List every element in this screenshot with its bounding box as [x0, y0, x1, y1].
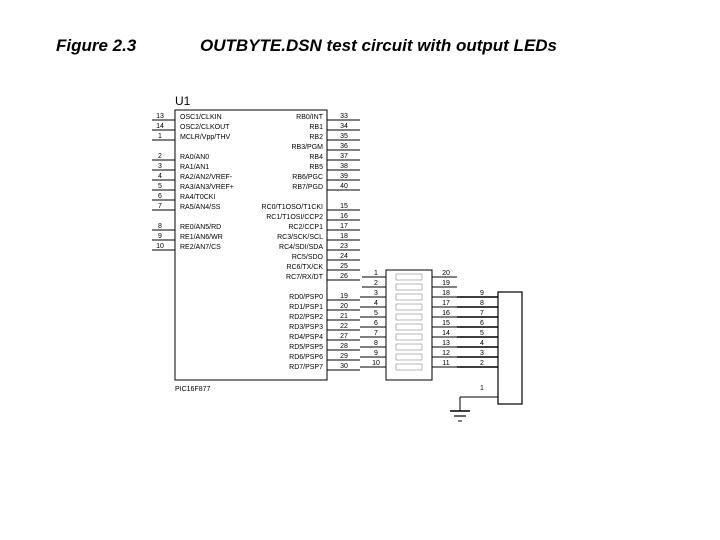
led-left-pin-number: 3	[374, 290, 378, 297]
resistor-pack-pin-number: 5	[480, 330, 484, 337]
resistor-pack-pin-number: 8	[480, 300, 484, 307]
chip-right-pin-name: RD2/PSP2	[289, 314, 323, 321]
resistor-pack-pin-number: 2	[480, 360, 484, 367]
chip-left-pin-name: RE0/AN5/RD	[180, 224, 222, 231]
led-segment	[396, 364, 422, 370]
chip-right-pin-number: 37	[340, 153, 348, 160]
led-left-pin-number: 6	[374, 320, 378, 327]
chip-right-pin-name: RD6/PSP6	[289, 354, 323, 361]
chip-right-pin-number: 27	[340, 333, 348, 340]
led-left-pin-number: 5	[374, 310, 378, 317]
chip-left-pin-number: 4	[158, 173, 162, 180]
chip-right-pin-number: 40	[340, 183, 348, 190]
led-right-pin-number: 19	[442, 280, 450, 287]
chip-left-pin-name: RA2/AN2/VREF-	[180, 174, 233, 181]
chip-right-pin-name: RC3/SCK/SCL	[277, 234, 323, 241]
chip-right-pin-number: 23	[340, 243, 348, 250]
chip-ref-label: U1	[175, 94, 191, 108]
led-right-pin-number: 15	[442, 320, 450, 327]
chip-left-pin-name: RA3/AN3/VREF+	[180, 184, 234, 191]
chip-right-pin-name: RB0/INT	[296, 114, 323, 121]
chip-right-pin-number: 22	[340, 323, 348, 330]
chip-left-pin-number: 13	[156, 113, 164, 120]
chip-left-pin-name: MCLR/Vpp/THV	[180, 134, 231, 141]
led-right-pin-number: 11	[442, 360, 450, 367]
led-segment	[396, 334, 422, 340]
chip-left-pin-number: 9	[158, 233, 162, 240]
chip-right-pin-name: RB4	[309, 154, 323, 161]
led-segment	[396, 354, 422, 360]
chip-right-pin-number: 16	[340, 213, 348, 220]
chip-right-pin-name: RC6/TX/CK	[286, 264, 323, 271]
figure-caption: OUTBYTE.DSN test circuit with output LEDs	[200, 36, 558, 55]
chip-right-pin-number: 20	[340, 303, 348, 310]
chip-right-pin-number: 25	[340, 263, 348, 270]
chip-left-pin-number: 8	[158, 223, 162, 230]
led-left-pin-number: 9	[374, 350, 378, 357]
chip-right-pin-number: 18	[340, 233, 348, 240]
chip-right-pin-name: RD3/PSP3	[289, 324, 323, 331]
chip-left-pin-name: RA5/AN4/SS	[180, 204, 221, 211]
led-left-pin-number: 8	[374, 340, 378, 347]
chip-right-pin-name: RD5/PSP5	[289, 344, 323, 351]
chip-left-pin-number: 14	[156, 123, 164, 130]
chip-part-label: PIC16F877	[175, 386, 211, 393]
chip-left-pin-number: 10	[156, 243, 164, 250]
led-segment	[396, 284, 422, 290]
led-segment	[396, 294, 422, 300]
resistor-pack-body	[498, 292, 522, 404]
chip-right-pin-number: 38	[340, 163, 348, 170]
resistor-pack-pin-number: 3	[480, 350, 484, 357]
chip-right-pin-name: RD7/PSP7	[289, 364, 323, 371]
chip-left-pin-name: RE2/AN7/CS	[180, 244, 221, 251]
led-segment	[396, 314, 422, 320]
chip-right-pin-name: RC0/T1OSO/T1CKI	[261, 204, 323, 211]
chip-right-pin-number: 39	[340, 173, 348, 180]
chip-left-pin-number: 2	[158, 153, 162, 160]
chip-right-pin-number: 28	[340, 343, 348, 350]
led-right-pin-number: 12	[442, 350, 450, 357]
chip-right-pin-name: RC1/T1OSI/CCP2	[266, 214, 323, 221]
led-left-pin-number: 1	[374, 270, 378, 277]
chip-right-pin-number: 30	[340, 363, 348, 370]
chip-right-pin-name: RB1	[309, 124, 323, 131]
chip-left-pin-name: RA1/AN1	[180, 164, 210, 171]
led-left-pin-number: 4	[374, 300, 378, 307]
chip-left-pin-number: 7	[158, 203, 162, 210]
chip-right-pin-number: 34	[340, 123, 348, 130]
led-segment	[396, 274, 422, 280]
led-right-pin-number: 17	[442, 300, 450, 307]
led-segment	[396, 344, 422, 350]
resistor-pack-pin-number: 6	[480, 320, 484, 327]
chip-right-pin-name: RB6/PGC	[292, 174, 323, 181]
led-left-pin-number: 7	[374, 330, 378, 337]
chip-right-pin-name: RC4/SDI/SDA	[279, 244, 323, 251]
chip-left-pin-name: RA0/AN0	[180, 154, 210, 161]
chip-left-pin-name: OSC2/CLKOUT	[180, 124, 230, 131]
led-segment	[396, 304, 422, 310]
chip-left-pin-number: 1	[158, 133, 162, 140]
chip-right-pin-name: RC5/SDO	[291, 254, 323, 261]
chip-left-pin-name: RE1/AN6/WR	[180, 234, 223, 241]
chip-left-pin-name: OSC1/CLKIN	[180, 114, 222, 121]
chip-right-pin-name: RB5	[309, 164, 323, 171]
led-left-pin-number: 10	[372, 360, 380, 367]
chip-right-pin-name: RC2/CCP1	[288, 224, 323, 231]
led-right-pin-number: 18	[442, 290, 450, 297]
chip-right-pin-name: RD1/PSP1	[289, 304, 323, 311]
chip-right-pin-name: RB3/PGM	[291, 144, 323, 151]
chip-right-pin-number: 29	[340, 353, 348, 360]
chip-right-pin-number: 35	[340, 133, 348, 140]
led-right-pin-number: 16	[442, 310, 450, 317]
led-left-pin-number: 2	[374, 280, 378, 287]
chip-right-pin-name: RD0/PSP0	[289, 294, 323, 301]
chip-right-pin-number: 15	[340, 203, 348, 210]
chip-right-pin-number: 33	[340, 113, 348, 120]
chip-left-pin-name: RA4/T0CKI	[180, 194, 216, 201]
chip-right-pin-number: 36	[340, 143, 348, 150]
chip-right-pin-name: RB2	[309, 134, 323, 141]
led-right-pin-number: 20	[442, 270, 450, 277]
chip-right-pin-number: 17	[340, 223, 348, 230]
chip-left-pin-number: 5	[158, 183, 162, 190]
led-bar-body	[386, 270, 432, 380]
chip-right-pin-number: 26	[340, 273, 348, 280]
chip-right-pin-number: 19	[340, 293, 348, 300]
led-right-pin-number: 14	[442, 330, 450, 337]
chip-left-pin-number: 3	[158, 163, 162, 170]
figure-label: Figure 2.3	[56, 36, 137, 55]
chip-right-pin-name: RB7/PGD	[292, 184, 323, 191]
chip-right-pin-number: 21	[340, 313, 348, 320]
chip-left-pin-number: 6	[158, 193, 162, 200]
resistor-pack-pin-number: 9	[480, 290, 484, 297]
led-right-pin-number: 13	[442, 340, 450, 347]
resistor-pack-common-pin-number: 1	[480, 385, 484, 392]
chip-right-pin-name: RD4/PSP4	[289, 334, 323, 341]
resistor-pack-pin-number: 4	[480, 340, 484, 347]
led-segment	[396, 324, 422, 330]
resistor-pack-pin-number: 7	[480, 310, 484, 317]
chip-right-pin-name: RC7/RX/DT	[286, 274, 323, 281]
chip-right-pin-number: 24	[340, 253, 348, 260]
